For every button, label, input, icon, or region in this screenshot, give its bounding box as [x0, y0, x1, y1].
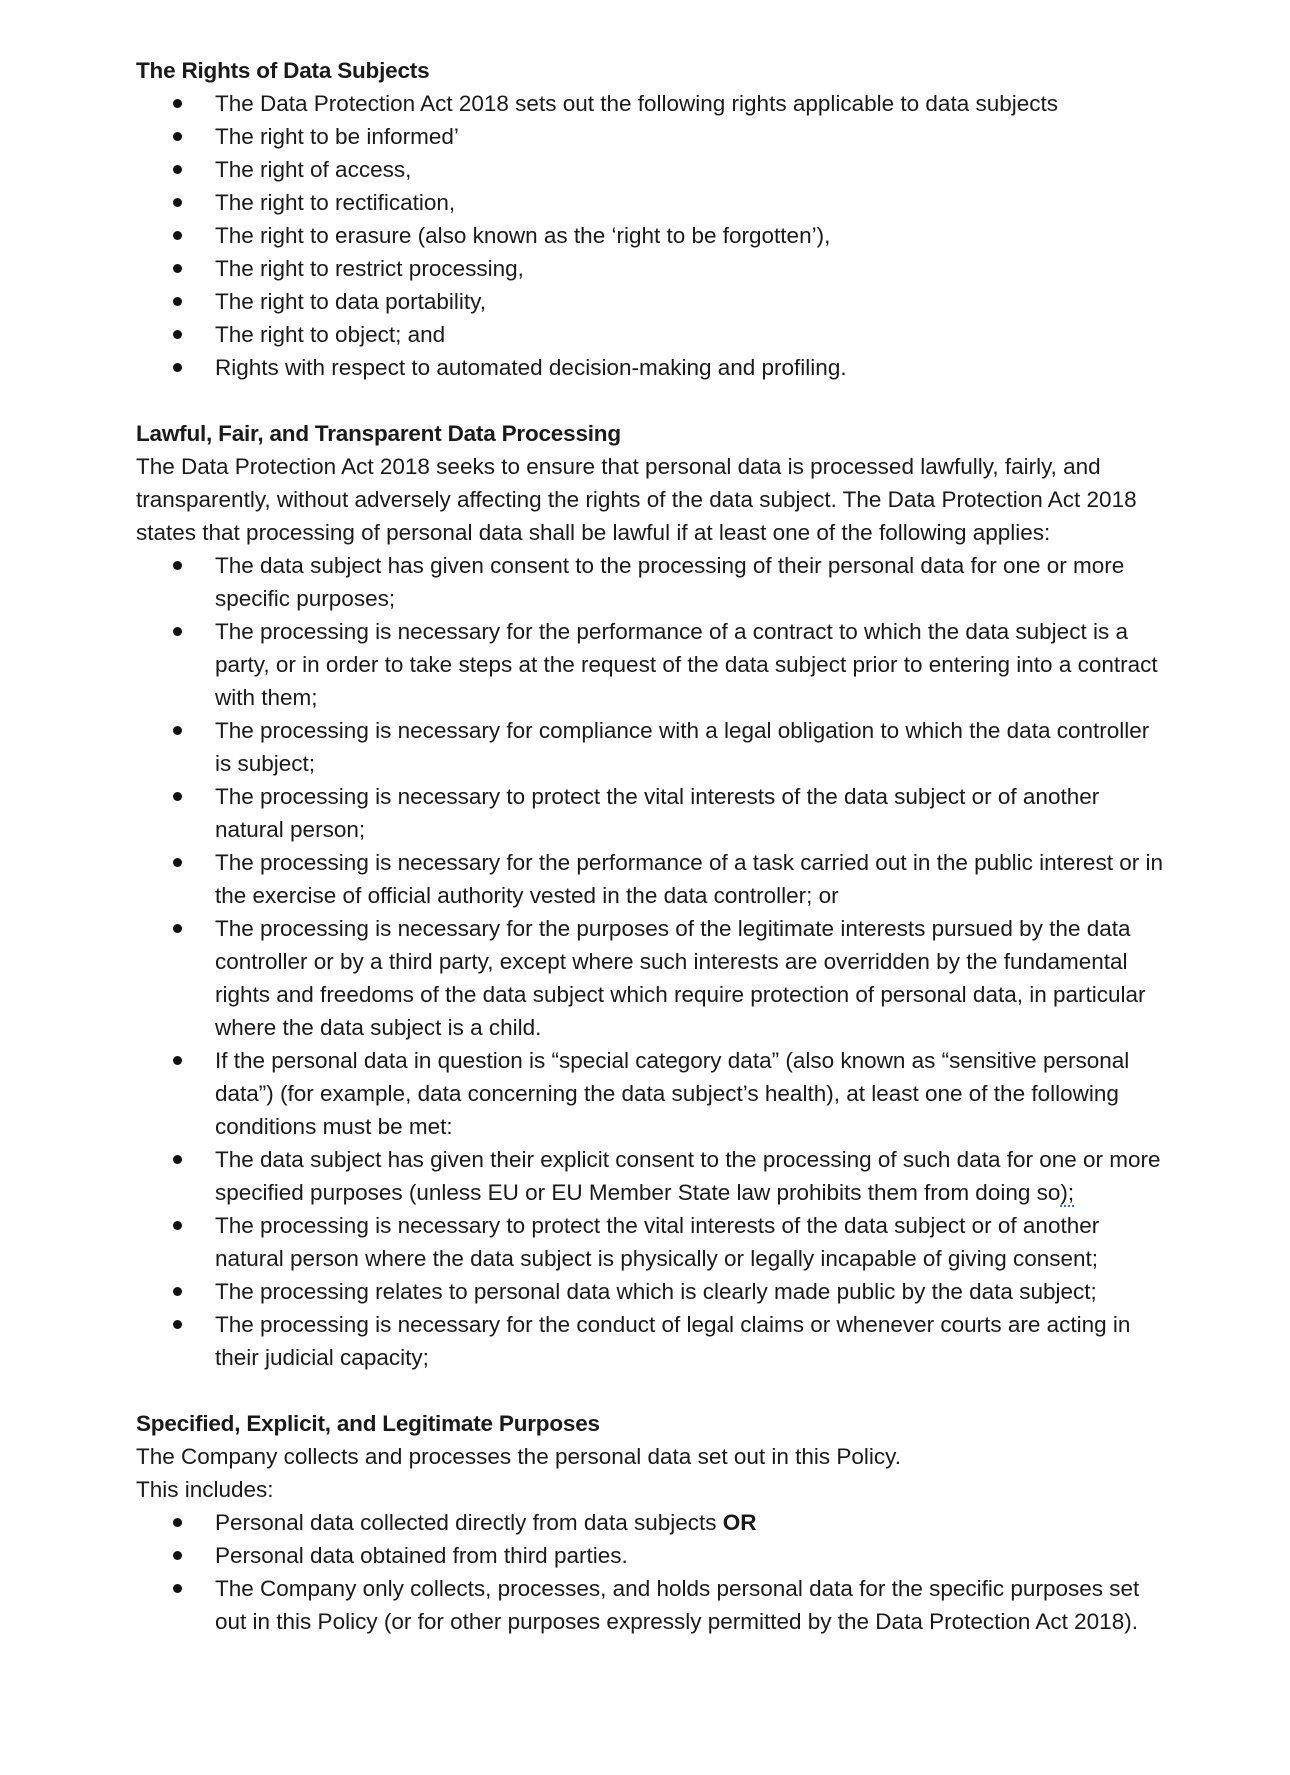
- bullet-icon: [173, 627, 182, 636]
- bullet-icon: [173, 1287, 182, 1296]
- rights-list: [136, 87, 1166, 384]
- bullet-icon: [173, 1518, 182, 1527]
- bullet-icon: [173, 363, 182, 372]
- bullet-icon: [173, 132, 182, 141]
- list-item: The processing is necessary to protect the vital interests of the data subject or of another natural person where the data subject is physically or legally incapable of giving consent;: [215, 1209, 1166, 1275]
- bold-or: OR: [722, 1510, 757, 1535]
- bullet-icon: [173, 165, 182, 174]
- list-item: The processing is necessary to protect the vital interests of the data subject or of another natural person;: [215, 780, 1166, 846]
- bullet-icon: [173, 1056, 182, 1065]
- purposes-list: [136, 1506, 1166, 1638]
- list-item: The processing is necessary for the performance of a task carried out in the public interest or in the exercise of official authority vested in the data controller; or: [215, 846, 1166, 912]
- list-item: The right to restrict processing,: [215, 252, 1166, 285]
- list-item: If the personal data in question is “special category data” (also known as “sensitive personal data”) (for example, data concerning the data subject’s health), at least one of the following conditions must be met:: [215, 1044, 1166, 1143]
- list-item: The processing is necessary for the conduct of legal claims or whenever courts are acting in their judicial capacity;: [215, 1308, 1166, 1374]
- bullet-icon: [173, 924, 182, 933]
- bullet-icon: [173, 1155, 182, 1164]
- list-item: The Company only collects, processes, and holds personal data for the specific purposes set out in this Policy (or for other purposes expressly permitted by the Data Protection Act 2018).: [215, 1572, 1166, 1638]
- list-item: The processing relates to personal data which is clearly made public by the data subject;: [215, 1275, 1166, 1308]
- bullet-icon: [173, 1320, 182, 1329]
- list-item: The right to erasure (also known as the ‘right to be forgotten’),: [215, 219, 1166, 252]
- section-gap: [136, 384, 1166, 417]
- list-item: The data subject has given their explicit consent to the processing of such data for one or more specified purposes (unless EU or EU Member State law prohibits them from doing so);: [215, 1143, 1166, 1209]
- list-item: The processing is necessary for the purposes of the legitimate interests pursued by the data controller or by a third party, except where such interests are overridden by the fundamental rights and freedoms of the data subject which require protection of personal data, in particular where the data subject is a child.: [215, 912, 1166, 1044]
- document-page: [136, 54, 1166, 1638]
- bullet-icon: [173, 198, 182, 207]
- heading-specified-explicit-legitimate: Specified, Explicit, and Legitimate Purposes: [136, 1411, 600, 1436]
- bullet-icon: [173, 264, 182, 273]
- list-item: Rights with respect to automated decision-making and profiling.: [215, 351, 1166, 384]
- bullet-icon: [173, 858, 182, 867]
- bullet-icon: [173, 726, 182, 735]
- list-item: The processing is necessary for the performance of a contract to which the data subject is a party, or in order to take steps at the request of the data subject prior to entering into a contract with them;: [215, 615, 1166, 714]
- list-item: Personal data obtained from third parties.: [215, 1539, 1166, 1572]
- list-item: The data subject has given consent to the processing of their personal data for one or more specific purposes;: [215, 549, 1166, 615]
- bullet-icon: [173, 1584, 182, 1593]
- bullet-icon: [173, 561, 182, 570]
- lawful-processing-paragraph: The Data Protection Act 2018 seeks to ensure that personal data is processed lawfully, fairly, and transparently, without adversely affecting the rights of the data subject. The Data Protection Act 2018 states that processing of personal data shall be lawful if at least one of the following applies:: [136, 454, 1137, 545]
- section-gap: [136, 1374, 1166, 1407]
- bullet-icon: [173, 1221, 182, 1230]
- list-item: The right to data portability,: [215, 285, 1166, 318]
- list-item: The right to be informed’: [215, 120, 1166, 153]
- purposes-paragraph-line-1: The Company collects and processes the personal data set out in this Policy.: [136, 1444, 901, 1469]
- list-item: The right to object; and: [215, 318, 1166, 351]
- bullet-icon: [173, 231, 182, 240]
- heading-rights-of-data-subjects: The Rights of Data Subjects: [136, 58, 430, 83]
- bullet-icon: [173, 792, 182, 801]
- purposes-paragraph-line-2: This includes:: [136, 1477, 274, 1502]
- list-item: The right to rectification,: [215, 186, 1166, 219]
- spellcheck-mark: );: [1060, 1180, 1075, 1205]
- bullet-icon: [173, 330, 182, 339]
- list-item: Personal data collected directly from data subjects OR: [215, 1506, 1166, 1539]
- bullet-icon: [173, 297, 182, 306]
- list-item: The processing is necessary for compliance with a legal obligation to which the data controller is subject;: [215, 714, 1166, 780]
- bullet-icon: [173, 1551, 182, 1560]
- bullet-icon: [173, 99, 182, 108]
- list-item: The right of access,: [215, 153, 1166, 186]
- lawful-conditions-list: [136, 549, 1166, 1374]
- list-item: The Data Protection Act 2018 sets out the following rights applicable to data subjects: [215, 87, 1166, 120]
- heading-lawful-fair-transparent: Lawful, Fair, and Transparent Data Processing: [136, 421, 621, 446]
